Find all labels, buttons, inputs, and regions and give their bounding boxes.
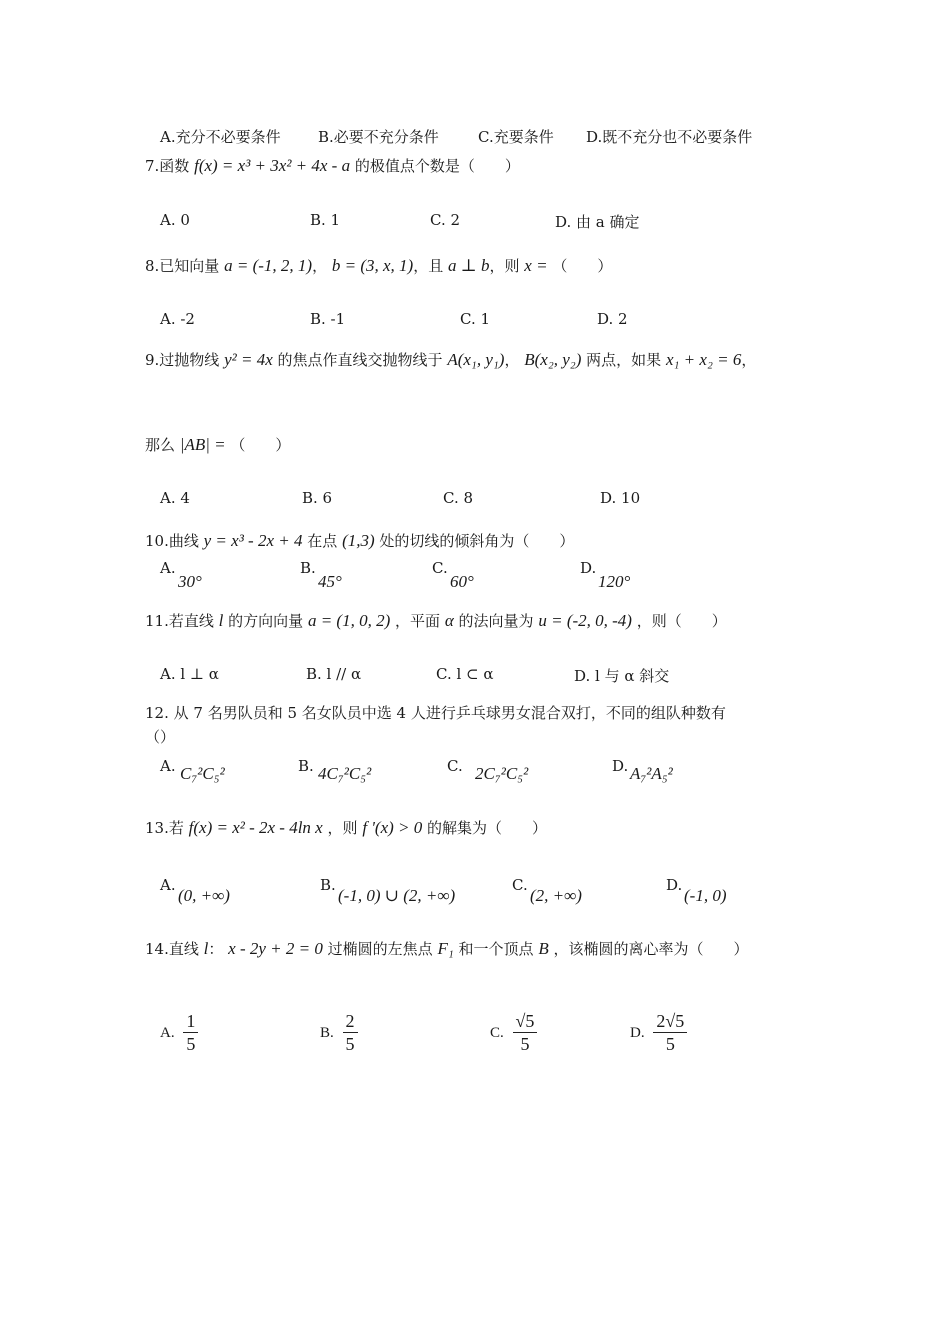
q14-option-b-fraction bbox=[343, 1010, 358, 1055]
q9-mid-2: 两点，如果 bbox=[586, 351, 662, 369]
q14-stem-tail: ，该椭圆的离心率为（ ） bbox=[553, 940, 749, 958]
q7-option-d: D. 由 a 确定 bbox=[555, 213, 640, 231]
q14-option-b bbox=[320, 1010, 358, 1055]
q12-line-2: （） bbox=[145, 728, 176, 746]
q13-option-c-value: (2, +∞) bbox=[530, 886, 582, 905]
q8-stem-tail: （ ） bbox=[552, 257, 613, 275]
q8-then: ，则 bbox=[489, 257, 520, 275]
q10-option-d-value: 120° bbox=[598, 572, 631, 591]
q9-separator: ， bbox=[504, 351, 520, 369]
q11-number: 11.若直线 bbox=[145, 612, 214, 630]
q7-expression: f(x) = x³ + 3x² + 4x - a bbox=[194, 156, 351, 175]
q10-option-b-value: 45° bbox=[318, 572, 342, 591]
q9-option-a: A. 4 bbox=[160, 489, 190, 507]
q7-number: 7.函数 bbox=[145, 157, 190, 175]
q9-option-d: D. 10 bbox=[600, 489, 641, 507]
q8-option-c: C. 1 bbox=[460, 310, 491, 328]
q12-option-a-value: C₇²C₅² bbox=[180, 764, 225, 783]
q12-option-a-label: A. bbox=[160, 757, 176, 775]
q9-point-b: B(x₂, y₂) bbox=[524, 350, 582, 369]
q9-point-a: A(x₁, y₁) bbox=[447, 350, 505, 369]
q14-option-a-numerator: 1 bbox=[183, 1010, 198, 1033]
q13-option-a-label: A. bbox=[160, 876, 176, 894]
q6-option-c: C.充要条件 bbox=[478, 128, 554, 146]
q12-option-c-value: 2C₇²C₅² bbox=[475, 764, 529, 783]
q8-perpendicular: a ⊥ b bbox=[448, 256, 490, 275]
q14-option-c-denominator: 5 bbox=[520, 1034, 530, 1054]
q14-option-d-label: D. bbox=[630, 1024, 645, 1041]
q11-option-b: B. l // α bbox=[306, 665, 362, 683]
q8-option-b: B. -1 bbox=[310, 310, 346, 328]
q13-inequality: f '(x) > 0 bbox=[362, 818, 423, 837]
q12-option-b-label: B. bbox=[298, 757, 314, 775]
q9-end: ， bbox=[741, 351, 757, 369]
q10-number: 10.曲线 bbox=[145, 532, 199, 550]
q14-option-b-numerator: 2 bbox=[343, 1010, 358, 1033]
q12-option-c-label: C. bbox=[447, 757, 463, 775]
q9-ab-length: |AB| = bbox=[179, 435, 226, 454]
q13-option-d-label: D. bbox=[666, 876, 683, 894]
q14-option-a-label: A. bbox=[160, 1024, 175, 1041]
q7-option-b: B. 1 bbox=[310, 211, 341, 229]
q14-focus-f1: F₁ bbox=[437, 939, 454, 958]
q10-point: (1,3) bbox=[342, 531, 375, 550]
q11-stem-tail: ，则（ ） bbox=[636, 612, 727, 630]
q10-option-c-label: C. bbox=[432, 559, 448, 577]
q10-stem-tail: 处的切线的倾斜角为（ ） bbox=[379, 532, 575, 550]
q13-option-c-label: C. bbox=[512, 876, 528, 894]
q6-option-a: A.充分不必要条件 bbox=[160, 128, 281, 146]
q10-mid: 在点 bbox=[307, 532, 338, 550]
q14-mid-1: 过椭圆的左焦点 bbox=[327, 940, 433, 958]
q14-option-c-fraction bbox=[513, 1010, 538, 1055]
q14-option-a-denominator: 5 bbox=[186, 1034, 196, 1054]
q11-mid-1: 的方向向量 bbox=[228, 612, 304, 630]
q9-parabola: y² = 4x bbox=[224, 350, 273, 369]
q14-option-b-denominator: 5 bbox=[345, 1034, 355, 1054]
q13-option-d-value: (-1, 0) bbox=[684, 886, 727, 905]
q9-condition: x₁ + x₂ = 6 bbox=[665, 350, 742, 369]
q10-option-a-label: A. bbox=[160, 559, 176, 577]
q13-option-b-label: B. bbox=[320, 876, 336, 894]
question-10 bbox=[145, 530, 890, 552]
q14-option-b-label: B. bbox=[320, 1024, 334, 1041]
q13-function: f(x) = x² - 2x - 4ln x bbox=[188, 818, 323, 837]
q9-line2-tail: （ ） bbox=[230, 436, 291, 454]
q11-mid-2: ，平面 bbox=[395, 612, 441, 630]
q14-option-d-denominator: 5 bbox=[665, 1034, 675, 1054]
q14-option-d-fraction bbox=[653, 1010, 687, 1055]
q14-option-c bbox=[490, 1010, 537, 1055]
q11-line-l: l bbox=[218, 611, 224, 630]
question-9 bbox=[145, 349, 890, 371]
q7-option-c: C. 2 bbox=[430, 211, 461, 229]
q8-separator: ， bbox=[312, 257, 328, 275]
question-13 bbox=[145, 817, 890, 839]
q10-option-c-value: 60° bbox=[450, 572, 474, 591]
q13-option-a-value: (0, +∞) bbox=[178, 886, 230, 905]
q7-stem-tail: 的极值点个数是（ ） bbox=[354, 157, 520, 175]
q14-number: 14.直线 bbox=[145, 940, 199, 958]
q8-number: 8.已知向量 bbox=[145, 257, 220, 275]
q11-vector-u: u = (-2, 0, -4) bbox=[538, 611, 632, 630]
q11-plane-alpha: α bbox=[444, 611, 454, 630]
q10-option-d-label: D. bbox=[580, 559, 597, 577]
q10-option-a-value: 30° bbox=[178, 572, 202, 591]
q14-colon: ： bbox=[208, 940, 224, 958]
question-11 bbox=[145, 610, 890, 632]
question-8 bbox=[145, 255, 890, 277]
q14-line-l: l bbox=[203, 939, 209, 958]
question-14 bbox=[145, 938, 890, 960]
q11-vector-a: a = (1, 0, 2) bbox=[307, 611, 391, 630]
q14-vertex-b: B bbox=[538, 939, 549, 958]
q6-option-b: B.必要不充分条件 bbox=[318, 128, 439, 146]
q9-option-c: C. 8 bbox=[443, 489, 474, 507]
q11-mid-3: 的法向量为 bbox=[458, 612, 534, 630]
q9-number: 9.过抛物线 bbox=[145, 351, 220, 369]
q14-option-c-label: C. bbox=[490, 1024, 504, 1041]
q11-option-a: A. l ⊥ α bbox=[160, 665, 219, 683]
q8-vector-a: a = (-1, 2, 1) bbox=[224, 256, 313, 275]
q14-option-c-numerator: √5 bbox=[513, 1010, 538, 1033]
q8-x-equals: x = bbox=[524, 256, 548, 275]
q6-option-d: D.既不充分也不必要条件 bbox=[586, 128, 753, 146]
q14-option-d-numerator: 2√5 bbox=[653, 1010, 687, 1033]
q14-equation: x - 2y + 2 = 0 bbox=[228, 939, 323, 958]
q9-option-b: B. 6 bbox=[302, 489, 333, 507]
q14-option-a-fraction bbox=[183, 1010, 198, 1055]
q13-number: 13.若 bbox=[145, 819, 184, 837]
q8-option-d: D. 2 bbox=[597, 310, 628, 328]
q10-curve: y = x³ - 2x + 4 bbox=[203, 531, 303, 550]
question-12-line-2 bbox=[145, 726, 890, 748]
q12-option-d-value: A₇²A₅² bbox=[630, 764, 673, 783]
q14-option-a bbox=[160, 1010, 198, 1055]
q8-option-a: A. -2 bbox=[160, 310, 195, 328]
q12-option-d-label: D. bbox=[612, 757, 629, 775]
q9-mid-1: 的焦点作直线交抛物线于 bbox=[277, 351, 443, 369]
q13-mid: ，则 bbox=[327, 819, 358, 837]
question-7 bbox=[145, 155, 890, 177]
q12-line-1: 12. 从 7 名男队员和 5 名女队员中选 4 人进行乒乓球男女混合双打，不同的组队种数有 bbox=[145, 704, 726, 722]
q11-option-c: C. l ⊂ α bbox=[436, 665, 494, 683]
q13-stem-tail: 的解集为（ ） bbox=[427, 819, 548, 837]
q9-line2-prefix: 那么 bbox=[145, 436, 176, 454]
q8-vector-b: b = (3, x, 1) bbox=[331, 256, 414, 275]
q14-mid-2: 和一个顶点 bbox=[458, 940, 534, 958]
question-12 bbox=[145, 702, 890, 724]
q8-mid: ，且 bbox=[413, 257, 444, 275]
q12-option-b-value: 4C₇²C₅² bbox=[318, 764, 372, 783]
q10-option-b-label: B. bbox=[300, 559, 316, 577]
q14-option-d bbox=[630, 1010, 687, 1055]
question-9-line-2 bbox=[145, 434, 890, 456]
q13-option-b-value: (-1, 0) ∪ (2, +∞) bbox=[338, 886, 456, 905]
q7-option-a: A. 0 bbox=[160, 211, 190, 229]
q11-option-d: D. l 与 α 斜交 bbox=[574, 667, 670, 685]
